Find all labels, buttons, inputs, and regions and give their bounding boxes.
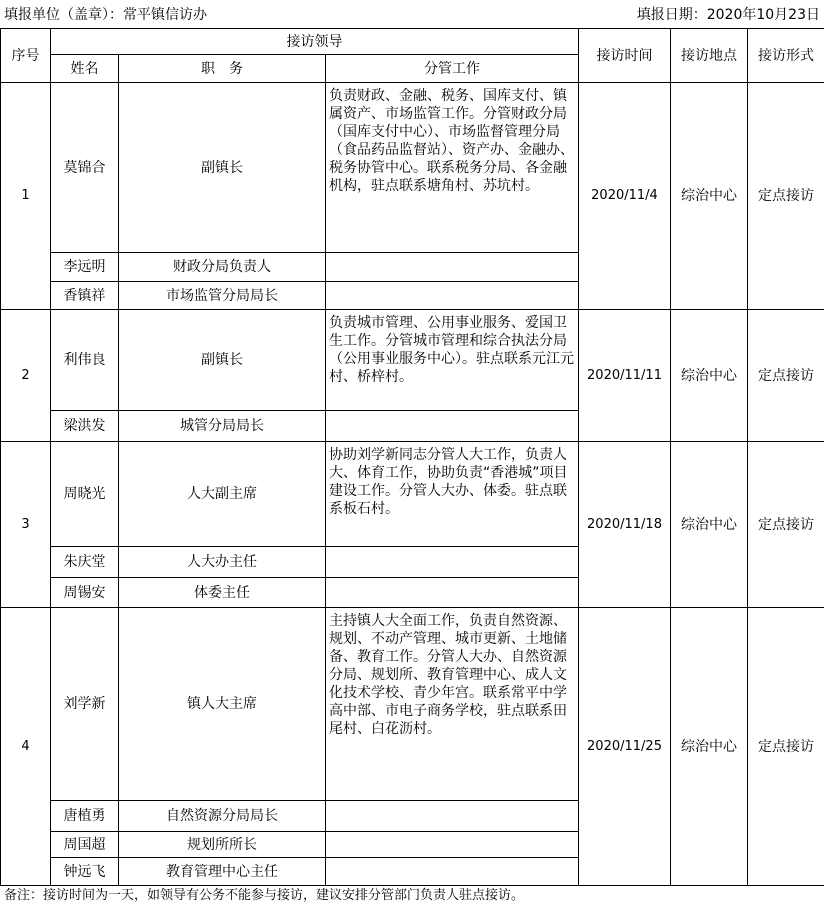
name-cell: 周国超 (51, 832, 119, 858)
name-cell: 周晓光 (51, 442, 119, 547)
time-cell: 2020/11/4 (579, 83, 671, 310)
position-cell: 镇人大主席 (119, 608, 326, 801)
time-cell: 2020/11/18 (579, 442, 671, 608)
seq-cell: 2 (1, 310, 51, 442)
position-cell: 规划所所长 (119, 832, 326, 858)
reception-schedule-table (0, 28, 824, 886)
table-row (1, 608, 824, 801)
header-seq: 序号 (1, 29, 51, 83)
name-cell: 唐植勇 (51, 801, 119, 832)
duty-cell (326, 253, 579, 282)
header-name: 姓名 (51, 55, 119, 83)
name-cell: 朱庆堂 (51, 547, 119, 578)
duty-cell (326, 858, 579, 886)
duty-cell (326, 578, 579, 608)
reporting-unit: 填报单位（盖章）：常平镇信访办 (4, 7, 207, 23)
seq-cell: 4 (1, 608, 51, 886)
position-cell: 市场监管分局局长 (119, 282, 326, 310)
name-cell: 钟远飞 (51, 858, 119, 886)
form-cell: 定点接访 (748, 83, 824, 310)
duty-cell: 负责城市管理、公用事业服务、爱国卫生工作。分管城市管理和综合执法分局（公用事业服务中心）。驻点联系元江元村、桥梓村。 (326, 310, 579, 411)
duty-cell: 协助刘学新同志分管人大工作，负责人大、体育工作，协助负责“香港城”项目建设工作。分管人大办、体委。驻点联系板石村。 (326, 442, 579, 547)
header-time: 接访时间 (579, 29, 671, 83)
duty-cell (326, 801, 579, 832)
form-cell: 定点接访 (748, 310, 824, 442)
place-cell: 综治中心 (671, 608, 748, 886)
place-cell: 综治中心 (671, 442, 748, 608)
name-cell: 梁洪发 (51, 411, 119, 442)
duty-cell: 主持镇人大全面工作，负责自然资源、规划、不动产管理、城市更新、土地储备、教育工作。分管人大办、自然资源分局、规划所、教育管理中心、成人文化技术学校、青少年宫。联系常平中学高中部、市电子商务学校，驻点联系田尾村、白花沥村。 (326, 608, 579, 801)
position-cell: 人大办主任 (119, 547, 326, 578)
seq-cell: 3 (1, 442, 51, 608)
header-position: 职 务 (119, 55, 326, 83)
reporting-date: 填报日期：2020年10月23日 (636, 7, 820, 23)
time-cell: 2020/11/11 (579, 310, 671, 442)
position-cell: 副镇长 (119, 310, 326, 411)
footer-note: 备注：接访时间为一天，如领导有公务不能参与接访，建议安排分管部门负责人驻点接访。 (4, 888, 525, 903)
name-cell: 李远明 (51, 253, 119, 282)
duty-cell (326, 282, 579, 310)
duty-cell (326, 832, 579, 858)
table-row (1, 310, 824, 411)
header-duty: 分管工作 (326, 55, 579, 83)
name-cell: 香镇祥 (51, 282, 119, 310)
duty-cell (326, 547, 579, 578)
form-cell: 定点接访 (748, 608, 824, 886)
table-row (1, 442, 824, 547)
position-cell: 副镇长 (119, 83, 326, 253)
time-cell: 2020/11/25 (579, 608, 671, 886)
duty-cell: 负责财政、金融、税务、国库支付、镇属资产、市场监管工作。分管财政分局（国库支付中心）、市场监督管理分局（食品药品监督站）、资产办、金融办、税务协管中心。联系税务分局、各金融机构，驻点联系塘角村、苏坑村。 (326, 83, 579, 253)
position-cell: 人大副主席 (119, 442, 326, 547)
header-leaders: 接访领导 (51, 29, 579, 55)
duty-cell (326, 411, 579, 442)
table-row (1, 83, 824, 253)
position-cell: 教育管理中心主任 (119, 858, 326, 886)
place-cell: 综治中心 (671, 310, 748, 442)
position-cell: 财政分局负责人 (119, 253, 326, 282)
header-form: 接访形式 (748, 29, 824, 83)
position-cell: 城管分局局长 (119, 411, 326, 442)
name-cell: 周锡安 (51, 578, 119, 608)
position-cell: 自然资源分局局长 (119, 801, 326, 832)
name-cell: 刘学新 (51, 608, 119, 801)
name-cell: 莫锦合 (51, 83, 119, 253)
form-cell: 定点接访 (748, 442, 824, 608)
name-cell: 利伟良 (51, 310, 119, 411)
seq-cell: 1 (1, 83, 51, 310)
place-cell: 综治中心 (671, 83, 748, 310)
position-cell: 体委主任 (119, 578, 326, 608)
header-place: 接访地点 (671, 29, 748, 83)
